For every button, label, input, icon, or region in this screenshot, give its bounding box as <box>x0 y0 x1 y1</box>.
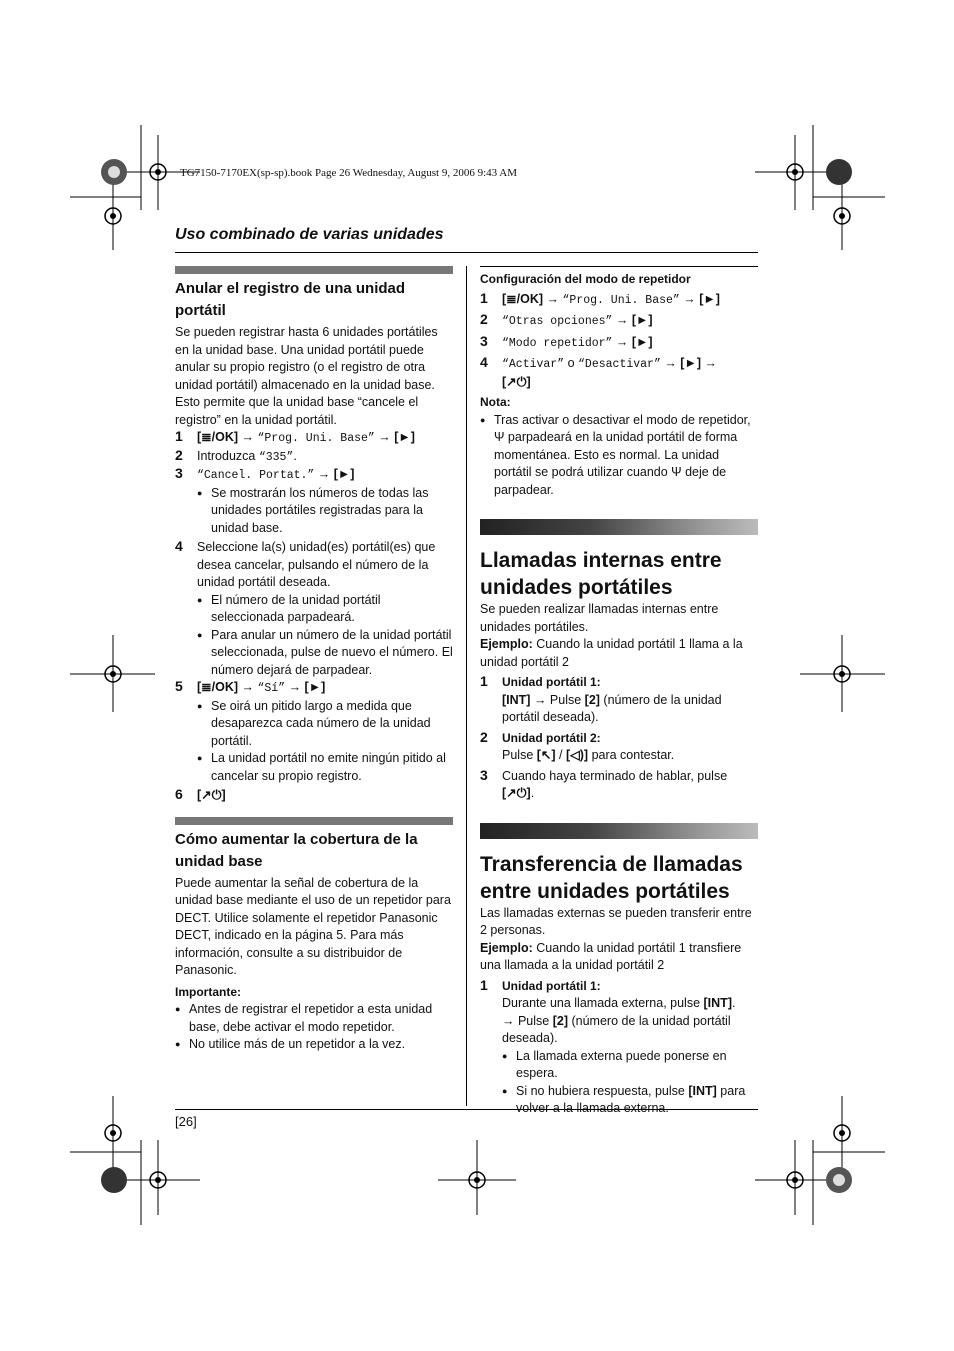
right-column <box>480 266 758 1118</box>
bullet: ● Antes de registrar el repetidor a esta unidad base, debe activar el modo repetidor. <box>175 1001 453 1036</box>
intercom-step-2: 2 Unidad portátil 2: Pulse [↖] / [◁)] para contestar. <box>480 728 675 762</box>
cancel-title: Anular el registro de una unidad portátil <box>175 280 406 319</box>
section-bar <box>175 266 453 274</box>
intercom-step-3: 3 Cuando haya terminado de hablar, pulse [↗⏻]. <box>480 766 728 800</box>
repeater-step-3: 3 “Modo repetidor” → [►] <box>480 332 653 350</box>
bullet: ● El número de la unidad portátil seleccionada parpadeará. <box>197 592 453 627</box>
note-label: Nota: <box>480 395 511 409</box>
bullet: ● Tras activar o desactivar el modo de repetidor, Ψ parpadeará en la unidad portátil de forma momentánea. Esto es normal. La unidad portátil se podrá utilizar cuando Ψ deje de parpadear. <box>480 412 758 500</box>
intercom-step-1: 1 Unidad portátil 1: [INT] → Pulse [2] (número de la unidad portátil deseada). <box>480 673 722 724</box>
header-rule <box>175 252 758 253</box>
column-divider <box>466 266 467 1106</box>
cancel-step-5: 5 [≣/OK] → “Sí” → [►] ● Se oirá un pitido largo a medida que desaparezca cada número de la unidad portátil. ● La unidad portátil no emite ningún pitido al cancelar su propio registro. <box>175 679 453 785</box>
section-bar <box>480 823 758 839</box>
repeater-step-2: 2 “Otras opciones” → [►] <box>480 311 653 328</box>
section-bar <box>480 519 758 535</box>
cancel-step-6: 6 [↗⏻] <box>175 786 226 802</box>
section-bar <box>175 817 453 825</box>
intercom-title: Llamadas internas entre unidades portátiles <box>480 549 722 599</box>
coverage-intro: Puede aumentar la señal de cobertura de la unidad base mediante el uso de un repetidor para DECT. Utilice solamente el repetidor Panasonic DECT, indicado en la página 5. Para más información, consulte a su distribuidor de Panasonic. <box>175 875 451 977</box>
file-info: TG7150-7170EX(sp-sp).book Page 26 Wednesday, August 9, 2006 9:43 AM <box>180 167 518 179</box>
left-column <box>175 266 453 1054</box>
important-label: Importante: <box>175 984 241 999</box>
repeater-step-1: 1 [≣/OK] → “Prog. Uni. Base” → [►] <box>480 289 720 307</box>
repeater-step-4: 4 “Activar” o “Desactivar” → [►] → [↗⏻] <box>480 354 717 389</box>
repeater-title: Configuración del modo de repetidor <box>480 272 691 286</box>
bullet: ● No utilice más de un repetidor a la vez. <box>175 1036 453 1054</box>
transfer-example: Ejemplo: Cuando la unidad portátil 1 transfiere una llamada a la unidad portátil 2 <box>480 940 742 972</box>
transfer-title: Transferencia de llamadas entre unidades portátiles <box>480 852 743 903</box>
transfer-step-1: 1 Unidad portátil 1: Durante una llamada externa, pulse [INT]. → Pulse [2] (número de la unidad portátil deseada). ● La llamada externa puede ponerse en espera. ● Si no hubiera respuesta, pulse [INT] para volver a la llamada externa. <box>480 978 758 1118</box>
page-number: [26] <box>175 1114 197 1129</box>
cancel-step-3: 3 “Cancel. Portat.” → [►] ● Se mostrarán los números de todas las unidades portátiles registradas para la unidad base. <box>175 466 453 537</box>
coverage-title: Cómo aumentar la cobertura de la unidad base <box>175 830 418 870</box>
bullet: ● La llamada externa puede ponerse en espera. <box>502 1048 758 1083</box>
cancel-step-2: 2 Introduzca “335”. <box>175 446 297 464</box>
bullet: ● Se mostrarán los números de todas las unidades portátiles registradas para la unidad base. <box>197 485 453 538</box>
section-title: Uso combinado de varias unidades <box>175 226 444 243</box>
intercom-example: Ejemplo: Cuando la unidad portátil 1 llama a la unidad portátil 2 <box>480 637 743 669</box>
bullet: ● Si no hubiera respuesta, pulse [INT] para volver a la llamada externa. <box>502 1083 758 1118</box>
bullet: ● La unidad portátil no emite ningún pitido al cancelar su propio registro. <box>197 750 453 785</box>
intercom-intro: Se pueden realizar llamadas internas entre unidades portátiles. <box>480 602 719 634</box>
bullet: ● Para anular un número de la unidad portátil seleccionada, pulse de nuevo el número. El número dejará de parpadear. <box>197 627 453 680</box>
rule <box>480 266 758 267</box>
cancel-step-1: 1 [≣/OK] → “Prog. Uni. Base” → [►] <box>175 428 415 445</box>
cancel-intro: Se pueden registrar hasta 6 unidades portátiles en la unidad base. Una unidad portátil puede anular su propio registro (o el registro de otra unidad portátil) almacenado en la unidad base. Esto permite que la unidad base “cancele el registro” en la unidad portátil. <box>175 325 438 427</box>
cancel-step-4: 4 Seleccione la(s) unidad(es) portátil(es) que desea cancelar, pulsando el número de la unidad portátil deseada. ● El número de la unidad portátil seleccionada parpadeará. ● Para anular un número de la unidad portátil seleccionada, pulse de nuevo el número. El número dejará de parpadear. <box>175 539 453 679</box>
bullet: ● Se oirá un pitido largo a medida que desaparezca cada número de la unidad portátil. <box>197 698 453 751</box>
transfer-intro: Las llamadas externas se pueden transferir entre 2 personas. <box>480 905 752 937</box>
